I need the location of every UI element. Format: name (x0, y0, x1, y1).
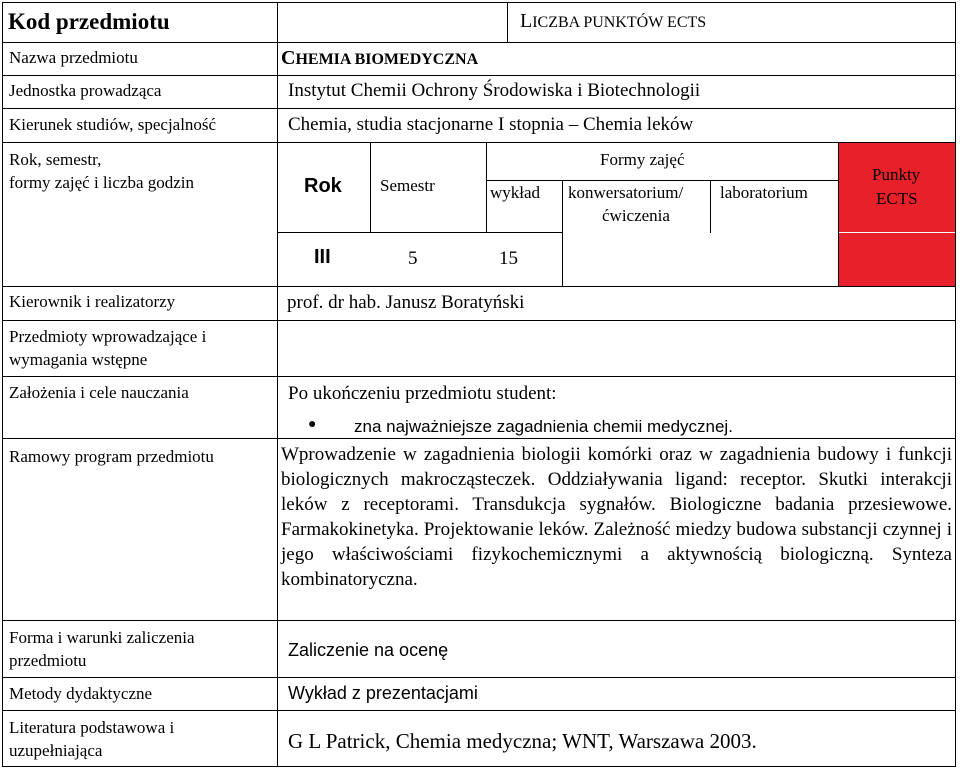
goals-intro: Po ukończeniu przedmiotu student: (288, 383, 557, 404)
konw-header-line1: konwersatorium/ (568, 183, 684, 202)
course-name-label: Nazwa przedmiotu (9, 48, 138, 67)
wyklad-value: 15 (499, 248, 518, 269)
ects-points-label: LICZBA PUNKTÓW ECTS (520, 10, 707, 32)
literature-label-line1: Literatura podstawowa i (9, 718, 175, 737)
lab-header: laboratorium (720, 183, 808, 202)
goals-bullet: zna najważniejsze zagadnienia chemii medycznej. (354, 417, 733, 436)
assessment-value: Zaliczenie na ocenę (288, 640, 449, 660)
wyklad-header: wykład (490, 183, 541, 202)
rok-value: III (314, 246, 331, 268)
methods-value: Wykład z prezentacjami (288, 683, 478, 703)
field-label: Kierunek studiów, specjalność (9, 115, 217, 134)
ects-value-highlight (839, 233, 955, 286)
course-name-value: CHEMIA BIOMEDYCZNA (281, 47, 479, 69)
bullet-icon: ● (308, 417, 317, 432)
goals-label: Założenia i cele nauczania (9, 383, 189, 402)
ects-header-line1: Punkty (872, 165, 921, 184)
ects-header-highlight (839, 143, 955, 232)
literature-label-line2: uzupełniająca (9, 741, 103, 760)
unit-label: Jednostka prowadząca (9, 81, 162, 100)
ects-header-line2: ECTS (876, 189, 918, 208)
assessment-label-line2: przedmiotu (9, 651, 87, 670)
konw-header-line2: ćwiczenia (602, 206, 670, 225)
field-value: Chemia, studia stacjonarne I stopnia – Chemia leków (288, 114, 694, 135)
supervisor-value: prof. dr hab. Janusz Boratyński (287, 292, 525, 313)
rok-header: Rok (304, 175, 342, 197)
year-label-line1: Rok, semestr, (9, 150, 102, 169)
program-label: Ramowy program przedmiotu (9, 447, 214, 466)
literature-value: G L Patrick, Chemia medyczna; WNT, Warszawa 2003. (288, 729, 757, 753)
methods-label: Metody dydaktyczne (9, 684, 153, 703)
program-text: Wprowadzenie w zagadnienia biologii komórki oraz w zagadnienia budowy i funkcji biologicznych makrocząsteczek. Oddziaływania ligand: receptor. Skutki interakcji leków z receptorami. Transdukcja sygnałów. Biologiczne badania przesiewowe. Farmakokinetyka. Projektowanie leków. Zależność miedzy budowa substancji czynnej i jego właściwościami fizykochemicznymi a aktywnością biologiczną. Synteza kombinatoryczna. (281, 444, 952, 590)
semestr-header: Semestr (380, 176, 435, 195)
page-title: Kod przedmiotu (8, 9, 170, 34)
formy-header: Formy zajęć (600, 150, 685, 169)
supervisor-label: Kierownik i realizatorzy (9, 292, 176, 311)
assessment-label-line1: Forma i warunki zaliczenia (9, 628, 195, 647)
prereq-label-line1: Przedmioty wprowadzające i (9, 327, 207, 346)
semestr-value: 5 (408, 248, 418, 269)
year-label-line2: formy zajęć i liczba godzin (9, 173, 195, 192)
prereq-label-line2: wymagania wstępne (9, 350, 148, 369)
unit-value: Instytut Chemii Ochrony Środowiska i Biotechnologii (288, 80, 701, 101)
